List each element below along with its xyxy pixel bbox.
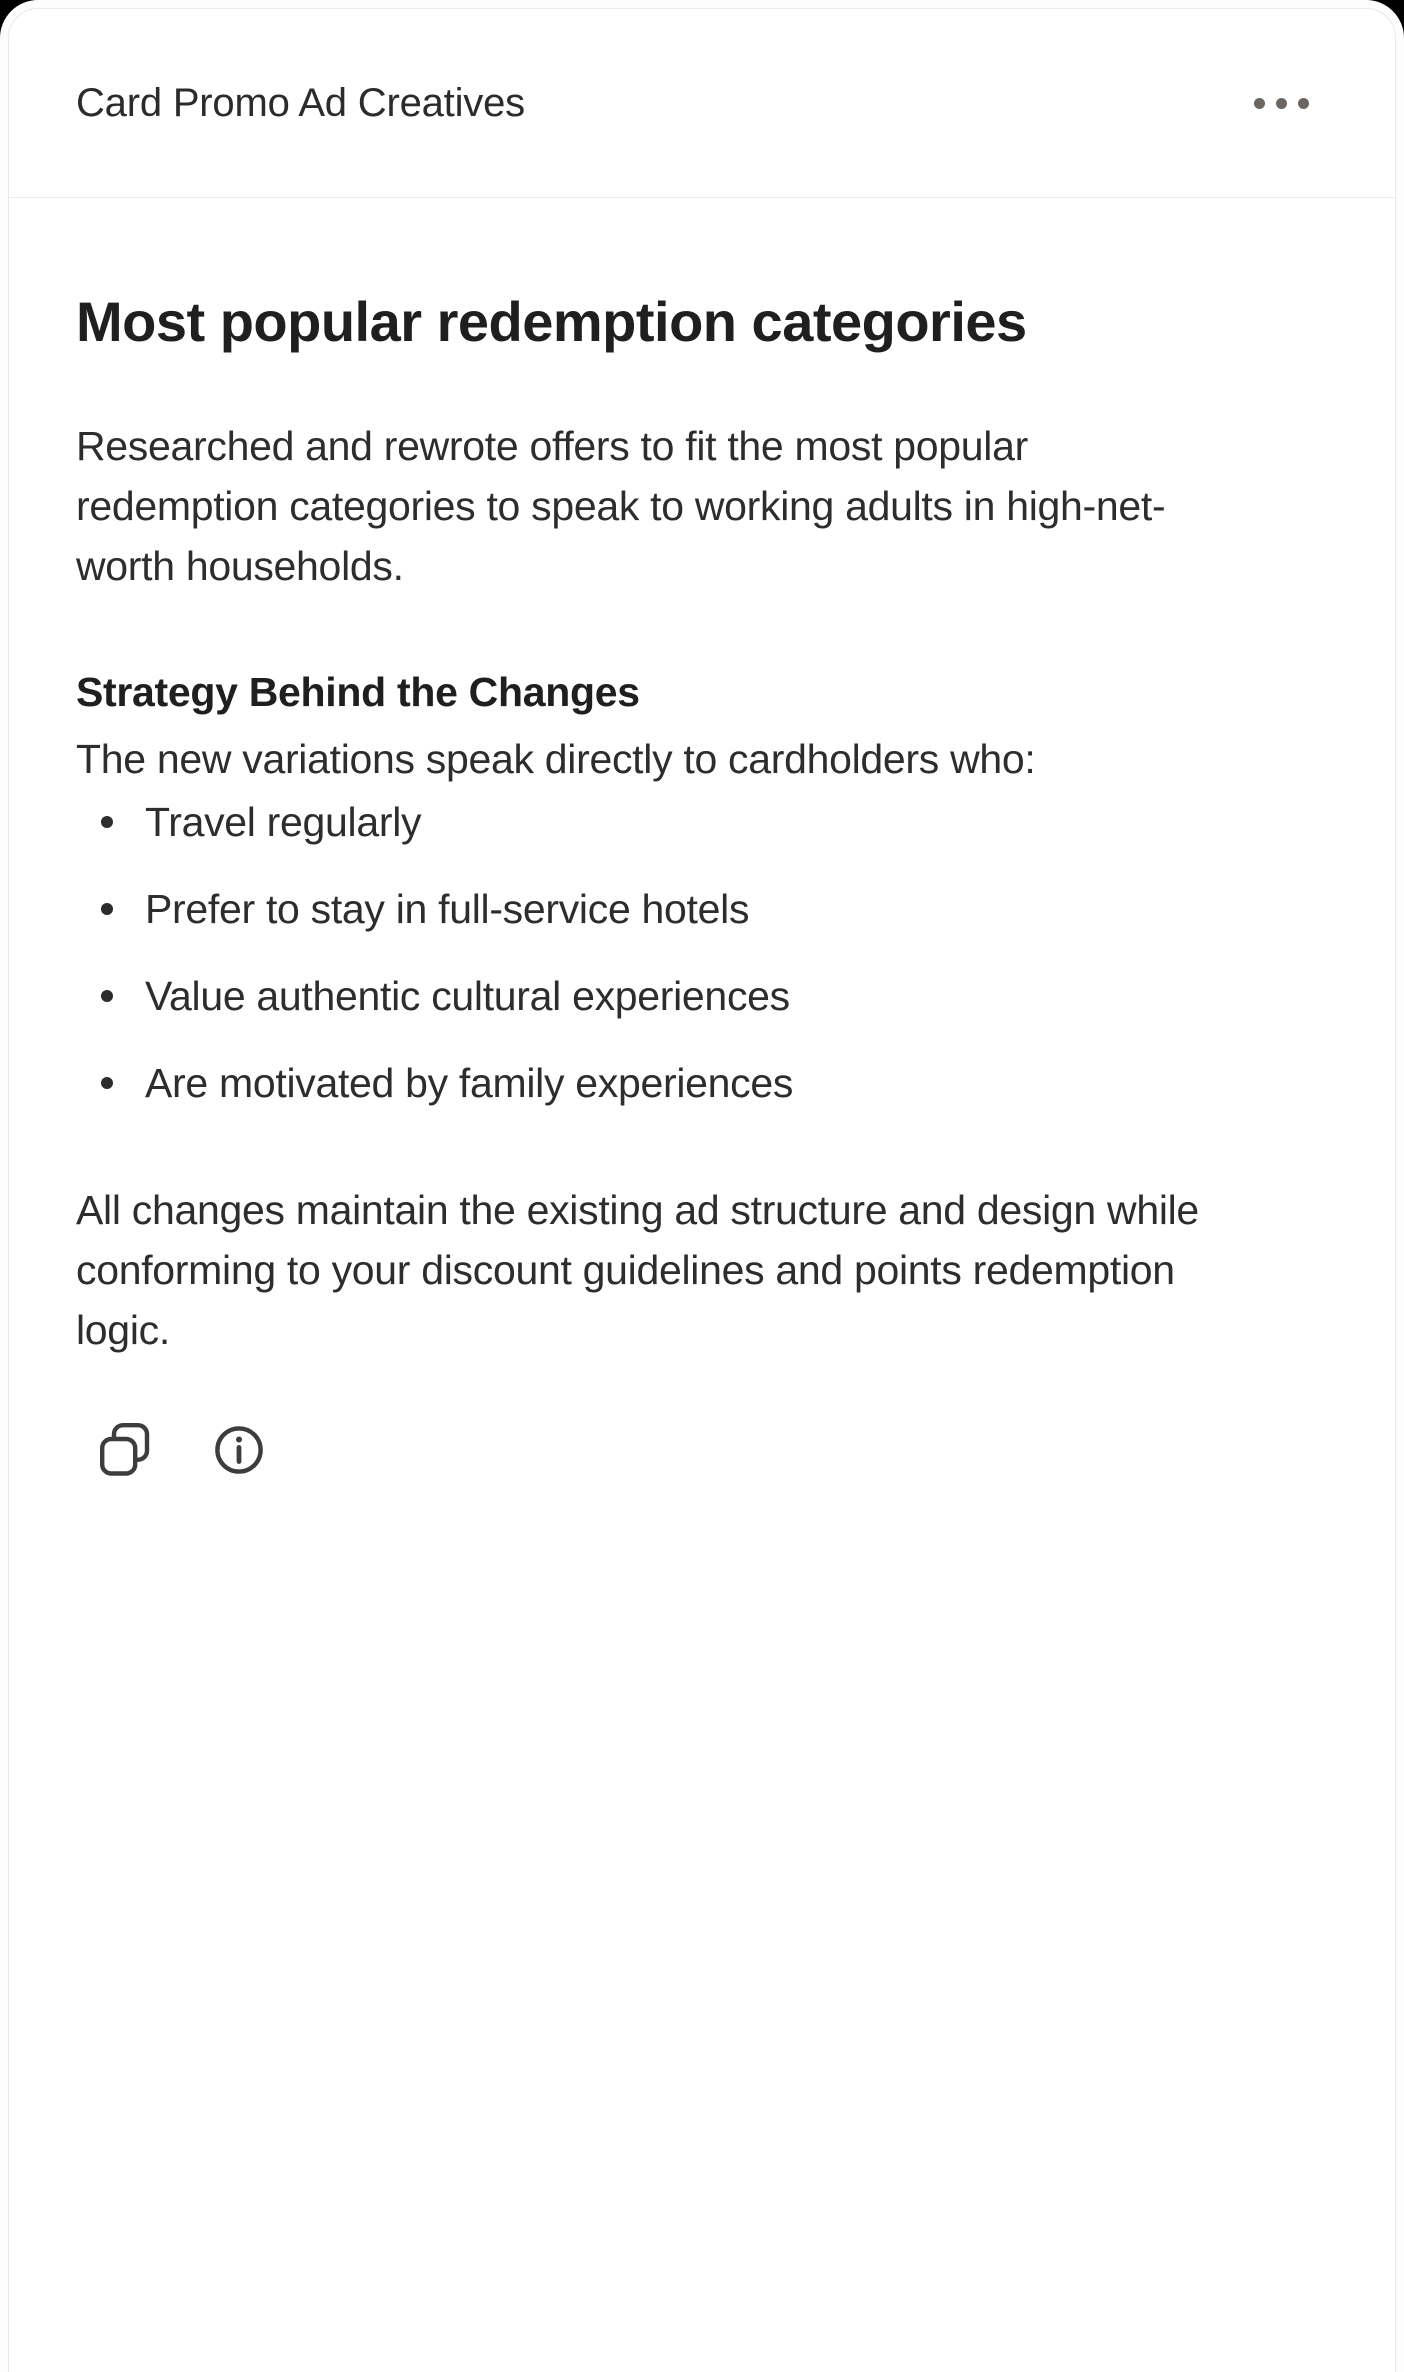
- text-line: All changes maintain the existing ad structure and design while: [76, 1187, 1199, 1233]
- copy-button[interactable]: [100, 1423, 150, 1477]
- menu-button[interactable]: [1254, 88, 1309, 119]
- card-content: [9, 288, 1395, 1477]
- copy-icon: [100, 1423, 150, 1477]
- text-line: worth households.: [76, 543, 404, 589]
- list-item: Travel regularly: [76, 792, 1325, 852]
- list-item: Prefer to stay in full-service hotels: [76, 879, 1325, 939]
- closing-paragraph: [76, 1180, 1325, 1360]
- info-button[interactable]: [214, 1423, 264, 1477]
- bullet-list: [76, 792, 1325, 1113]
- section-subheading: Strategy Behind the Changes: [76, 669, 640, 715]
- list-item: Are motivated by family experiences: [76, 1053, 1325, 1113]
- artifact-card: [8, 8, 1396, 2372]
- main-heading: Most popular redemption categories: [76, 290, 1027, 353]
- card-title: Card Promo Ad Creatives: [76, 80, 525, 125]
- text-line: redemption categories to speak to working adults in high-net-: [76, 483, 1166, 529]
- text-line: logic.: [76, 1307, 170, 1353]
- lead-text: The new variations speak directly to cardholders who:: [76, 736, 1036, 782]
- list-item: Value authentic cultural experiences: [76, 966, 1325, 1026]
- card-header: [9, 9, 1395, 198]
- ellipsis-icon: [1254, 98, 1309, 109]
- text-line: conforming to your discount guidelines and points redemption: [76, 1247, 1175, 1293]
- actions-row: [76, 1423, 1325, 1477]
- intro-paragraph: [76, 416, 1325, 596]
- text-line: Researched and rewrote offers to fit the most popular: [76, 423, 1028, 469]
- info-icon: [214, 1423, 264, 1477]
